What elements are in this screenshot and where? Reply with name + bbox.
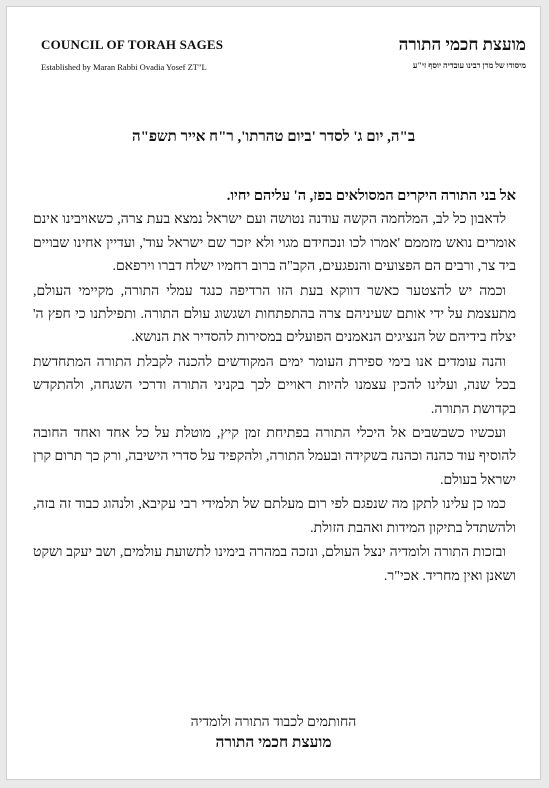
date-line: ב"ה, יום ג' לסדר 'ביום טהרתו', ר"ח אייר תשפ"ה bbox=[131, 129, 416, 145]
paragraph-5: כמו כן עלינו לתקן מה שנפגם לפי רום מעלתם של תלמידי רבי עקיבא, ולנהוג כבוד זה בזה, ולהשתדל בתיקון המידות ואהבת הזולת. bbox=[33, 497, 516, 536]
salutation: אל בני התורה היקרים המסולאים בפז, ה' עליהם יחיו. bbox=[226, 188, 516, 204]
paragraph-6: ובזכות התורה ולומדיה ינצל העולם, ונזכה במהרה בימינו לתשועת עולמים, ושב יעקב ושקט ושאנן ואין מחריד. אכי"ר. bbox=[33, 545, 516, 584]
paragraph-4: ועכשיו כשבשבים אל היכלי התורה בפתיחת זמן קיץ, מוטלת על כל אחד ואחד החובה להוסיף עוד כהנה וכהנה בשקידה ובעמל התורה, ולהקפיד על סדרי הישיבה, ורק כך תרום קרן ישראל בעולם. bbox=[33, 426, 516, 488]
paragraph-2: וכמה יש להצטער כאשר דווקא בעת הזו הרדיפה כנגד עמלי התורה, מקיימי העולם, מתעצמת על ידי אותם שעיניהם צרה בהתפתחות ושגשוג עולם התורה. ותפילתנו כי חפץ ה' יצלח בידיהם של הנציגים הנאמנים הפועלים במסירות להסדיר את הנושא. bbox=[33, 283, 516, 346]
english-letterhead bbox=[41, 37, 223, 72]
hebrew-letterhead-subtitle: מיסודו של מרן רבינו עובדיה יוסף זי"ע bbox=[412, 61, 526, 70]
signature-line-2: מועצת חכמי התורה bbox=[215, 734, 332, 751]
paragraph-3: והנה עומדים אנו בימי ספירת העומר ימים המקודשים להכנה לקבלת התורה המתחדשת בכל שנה, ועלינו להכין עצמנו להיות ראויים לכך בקניני התורה ודרכי השגחה, ולהתקדש בקדושת התורה. bbox=[33, 354, 516, 417]
letter-page bbox=[6, 6, 541, 780]
english-letterhead-title: COUNCIL OF TORAH SAGES bbox=[41, 37, 224, 52]
hebrew-letterhead-title: מועצת חכמי התורה bbox=[398, 35, 526, 54]
english-letterhead-subtitle: Established by Maran Rabbi Ovadia Yosef ZT"L bbox=[41, 62, 207, 72]
paragraph-1: לדאבון כל לב, המלחמה הקשה עודנה נטושה ועם ישראל נמצא בעת צרה, כשאויבינו אינם אומרים נואש מזממם 'אמרו לכו ונכחידם מגוי ולא יזכר שם ישראל עוד', ועדיין אחינו שבויים ביד צר, ורבים הם הפצועים והנפגעים, הקב"ה ברוב רחמיו ישלח דברו וירפאם. bbox=[33, 212, 516, 275]
hebrew-letterhead bbox=[399, 35, 526, 70]
letter-body bbox=[33, 185, 516, 589]
signature-line-1: החותמים לכבוד התורה ולומדיה bbox=[190, 715, 357, 730]
signature-block bbox=[7, 715, 540, 752]
